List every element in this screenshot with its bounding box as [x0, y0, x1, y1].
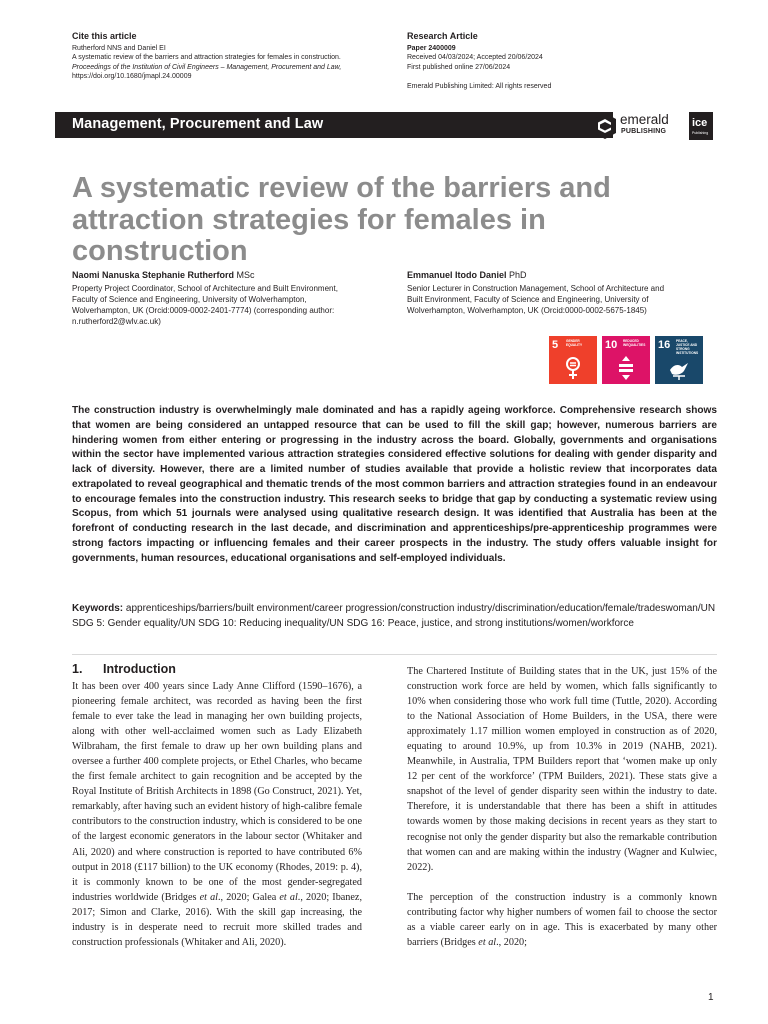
article-type: Research Article — [407, 31, 478, 41]
received-accepted-dates: Received 04/03/2024; Accepted 20/06/2024 — [407, 54, 543, 62]
et-al: et al — [199, 891, 218, 903]
author-1-name — [72, 270, 255, 280]
sdg-16-tile — [655, 336, 703, 384]
paragraph-text: ., 2020; Ibanez, 2017; Simon and Clarke, 2016). With the skill gap increasing, the industry is in desperate need to recruit more skilled trades and construction professionals (Whitaker and Ali, 2020). — [72, 891, 362, 948]
gender-equality-icon — [561, 354, 585, 382]
cite-heading: Cite this article — [72, 31, 137, 41]
abstract: The construction industry is overwhelmingly male dominated and has a rapidly ageing workforce. Comprehensive research shows that women are being considered an untapped resource that can be used to fill the skill gap; however, numerous barriers are hindering women from either entering or progressing in the industry across the board. Globally, governments and organisations within the sector have implemented various attraction strategies considered effective solutions for dealing with gender disparity and lack of diversity. However, there are a limited number of studies available that provide a holistic review that incorporates data extrapolated to reveal geographical and thematic trends of the most common barriers and attraction strategies found in an endeavour to encourage females into the construction industry. This research seeks to bridge that gap by conducting a systematic review using Scopus, from which 51 journals were analysed using qualitative research design. It was identified that Australia has been at the forefront of conducting research in the last decade, and discrimination and apprenticeships/pre-apprenticeship programmes were strong factors impacting or influencing females and their career prospects in the industry. The study offers valuable insight for governments, human resources, educational organisations and self-employed individuals. — [72, 405, 717, 564]
page-number: 1 — [708, 992, 714, 1003]
affil-line: Faculty of Science and Engineering, University of Wolverhampton, — [72, 295, 307, 304]
sdg-number: 5 — [552, 339, 559, 351]
sdg-number: 16 — [658, 339, 671, 351]
paragraph-text: The perception of the construction industry is a commonly known contributing factor why higher numbers of women fail to choose the sector as a viable career early on in age. This is exacerbated by many other barriers (Bridges — [407, 891, 717, 948]
affil-line: Built Environment, Faculty of Science and Engineering, University of — [407, 295, 649, 304]
paragraph-text: ., 2020; — [496, 936, 527, 948]
ice-subword: Publishing — [692, 131, 709, 135]
author-1-affiliation — [72, 283, 392, 327]
author-2-degree: PhD — [509, 270, 527, 280]
paper-number: Paper 2400009 — [407, 45, 456, 52]
section-heading — [72, 662, 176, 676]
dove-icon — [667, 354, 691, 382]
copyright-notice: Emerald Publishing Limited: All rights reserved — [407, 83, 552, 90]
author-1-email[interactable]: n.rutherford2@wlv.ac.uk) — [72, 317, 161, 326]
et-al: et al — [279, 891, 298, 903]
body-column-right — [407, 664, 717, 950]
emerald-publishing-logo — [592, 112, 682, 140]
author-1-degree: MSc — [236, 270, 255, 280]
affil-line: Wolverhampton, Wolverhampton, UK (Orcid:0000-0002-5675-1845) — [407, 306, 647, 315]
emerald-wordmark: emerald — [620, 112, 669, 127]
paragraph-text: It has been over 400 years since Lady Anne Clifford (1590–1676), a pioneering female architect, was recorded as having been the first female to ever take the lead in managing her own building projects, along with other well-acclaimed women such as Lady Elizabeth Wilbraham, the first female to draw up her own building plans and oversee a further 400 complete projects, or Ethel Charles, who became the first female architect to gain recognition and be accepted by the Royal Institute of British Architects in 1898 (Go Construct, 2021). Yet, remarkably, after having such an evident history of high-calibre female contributors to the construction industry, which is considered to be one of the largest economic generators in the labour sector (Whitaker and Ali, 2020) and where construction is reported to have contributed 6% output in 2018 (£117 billion) to the UK economy (Rhodes, 2019: p. 4), it is commonly known to be one of the most gender-segregated industries worldwide (Bridges — [72, 681, 362, 903]
affil-line: Wolverhampton, UK (Orcid:0009-0002-2401-7774) (corresponding author: — [72, 306, 335, 315]
author-1-fullname: Naomi Nanuska Stephanie Rutherford — [72, 270, 235, 280]
published-date: First published online 27/06/2024 — [407, 63, 511, 71]
ice-publishing-logo — [689, 112, 713, 140]
body-column-left — [72, 679, 362, 950]
cite-title: A systematic review of the barriers and attraction strategies for females in construction. — [72, 54, 341, 62]
section-number: 1. — [72, 662, 83, 676]
author-2-fullname: Emmanuel Itodo Daniel — [407, 270, 507, 280]
ice-wordmark: ice — [692, 117, 708, 129]
affil-line: Property Project Coordinator, School of Architecture and Built Environment, — [72, 284, 338, 293]
paragraph — [407, 890, 717, 950]
cite-journal: Proceedings of the Institution of Civil Engineers – Management, Procurement and Law, — [72, 63, 342, 71]
journal-name: Management, Procurement and Law — [72, 116, 324, 132]
sdg-label: REDUCED INEQUALITIES — [623, 339, 646, 347]
paragraph: The Chartered Institute of Building states that in the UK, just 15% of the construction work force are held by women, which falls significantly to 10% when considering those who work full time (Tuttle, 2020). According to the National Association of Home Builders, in the USA, there were approximately 1.17 million women employed in construction as of 2020, equating to around 10.9%, up from 10.3% in 2019 (NAHB, 2021). Meanwhile, in Australia, TPM Builders report that ‘women make up only 12 per cent of the workforce’ (TPM Builders, 2021). These stats give a snapshot of the level of gender disparity seen within the industry to date. Therefore, it is understandable that there has been a shift in attitudes towards women by those making decisions in recent years as they start to recognise not only the gender disparity but also the remarkable contribution that women can and are making within the industry (Wagner and Kulwiec, 2022). — [407, 666, 717, 873]
keywords — [72, 601, 717, 631]
et-al: et al — [478, 936, 497, 948]
equality-sign-icon — [614, 354, 638, 382]
affil-line: Senior Lecturer in Construction Management, School of Architecture and — [407, 284, 665, 293]
sdg-10-tile — [602, 336, 650, 384]
sdg-label: PEACE, JUSTICE AND STRONG INSTITUTIONS — [676, 339, 699, 355]
author-2-affiliation — [407, 283, 727, 316]
keywords-label: Keywords: — [72, 603, 124, 614]
author-2-name — [407, 270, 527, 280]
divider — [72, 654, 717, 655]
sdg-number: 10 — [605, 339, 618, 351]
article-title: A systematic review of the barriers and attraction strategies for females in construction — [72, 172, 611, 267]
cite-authors: Rutherford NNS and Daniel EI — [72, 45, 166, 52]
sdg-label: GENDER EQUALITY — [566, 339, 583, 347]
cite-doi-link[interactable]: https://doi.org/10.1680/jmapl.24.00009 — [72, 73, 192, 81]
keywords-text: apprenticeships/barriers/built environment/career progression/construction industry/discrimination/education/female/tradeswoman/UN SDG 5: Gender equality/UN SDG 10: Reducing inequality/UN SDG 16: Peace, justice, and strong institutions/women/workforce — [72, 603, 716, 629]
sdg-5-tile — [549, 336, 597, 384]
section-title: Introduction — [103, 662, 176, 676]
paragraph-text: ., 2020; Galea — [218, 891, 280, 903]
publishing-wordmark: PUBLISHING — [621, 128, 667, 135]
emerald-logo-icon — [592, 112, 618, 140]
